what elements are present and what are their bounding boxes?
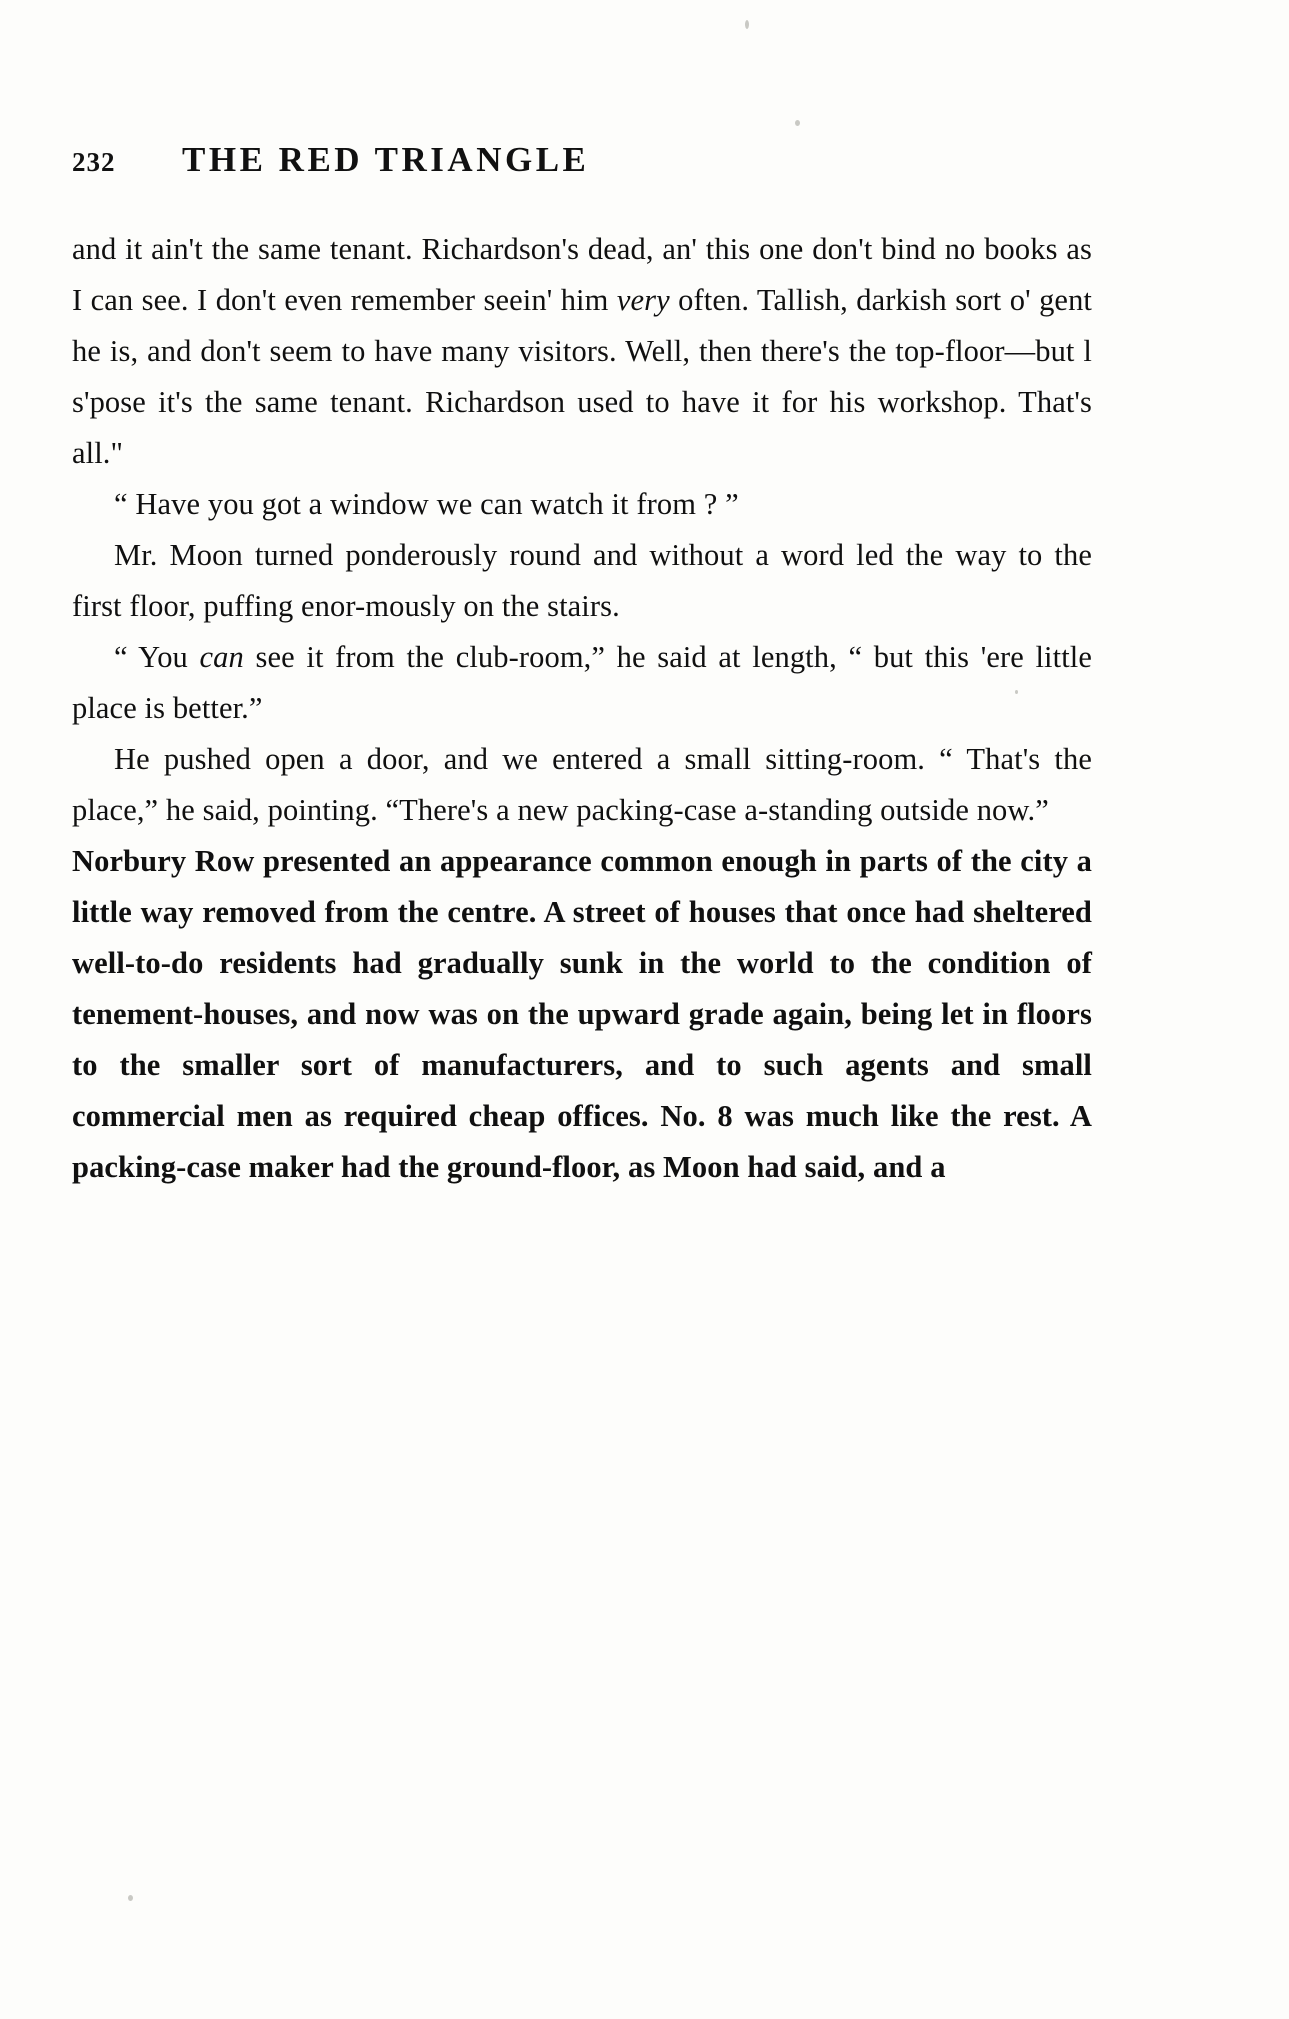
- scan-speck: [795, 120, 800, 126]
- page-content: [72, 140, 1092, 1193]
- paragraph-dialogue-window: “ Have you got a window we can watch it from ? ”: [114, 487, 739, 521]
- paragraph-mr-moon: Mr. Moon turned ponderously round and without a word led the way to the first floor, puffing enor-mously on the stairs.: [72, 538, 1092, 623]
- paragraph-club-room: “ You can see it from the club-room,” he said at length, “ but this 'ere little place is better.”: [72, 640, 1092, 725]
- page-number: 232: [72, 147, 116, 177]
- paragraph-norbury-row: Norbury Row presented an appearance common enough in parts of the city a little way removed from the centre. A street of houses that once had sheltered well-to-do residents had gradually sunk in the world to the condition of tenement-houses, and now was on the upward grade again, being let in floors to the smaller sort of manufacturers, and to such agents and small commercial men as required cheap offices. No. 8 was much like the rest. A packing-case maker had the ground-floor, as Moon had said, and a: [72, 844, 1092, 1184]
- running-head: [72, 140, 1092, 180]
- paragraph-pushed-door: He pushed open a door, and we entered a small sitting-room. “ That's the place,” he said, pointing. “There's a new packing-case a-standing outside now.”: [72, 742, 1092, 827]
- scan-speck: [128, 1895, 133, 1901]
- paragraph-continuation: and it ain't the same tenant. Richardson's dead, an' this one don't bind no books as I can see. I don't even remember seein' him very often. Tallish, darkish sort o' gent he is, and don't seem to have many visitors. Well, then there's the top-floor—but l s'pose it's the same tenant. Richardson used to have it for his workshop. That's all.": [72, 232, 1092, 470]
- scan-speck: [745, 20, 749, 29]
- body-text: [72, 224, 1092, 1193]
- book-title: THE RED TRIANGLE: [182, 140, 590, 179]
